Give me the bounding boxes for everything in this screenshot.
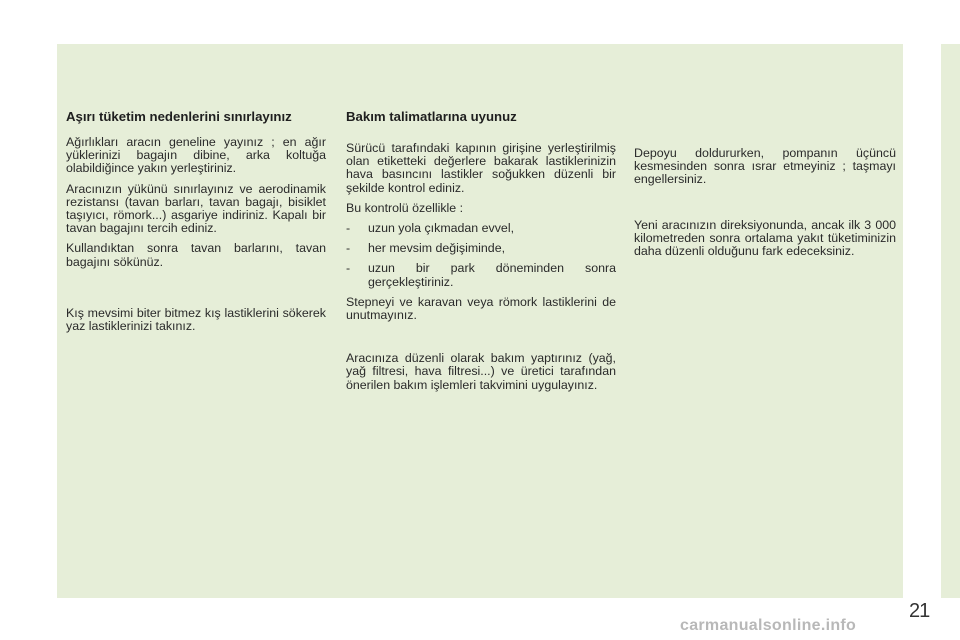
paragraph: Stepneyi ve karavan veya römork lastiklerini de unutmayınız. [346, 294, 616, 323]
left-column [66, 109, 326, 340]
list-item-text: uzun yola çıkmadan evvel, [368, 221, 515, 236]
middle-column [346, 109, 616, 399]
paragraph: Bu kontrolü özellikle : [346, 200, 464, 215]
right-column [634, 147, 896, 265]
list-item [346, 242, 616, 255]
section-heading-maintenance: Bakım talimatlarına uyunuz [346, 109, 517, 124]
paragraph: Aracınıza düzenli olarak bakım yaptırınız (yağ, yağ filtresi, hava filtresi...) ve üretici tarafından önerilen bakım işlemleri takvimini uygulayınız. [346, 351, 616, 392]
side-strip [941, 44, 960, 598]
paragraph: Ağırlıkları aracın geneline yayınız ; en ağır yüklerinizi bagajın dibine, arka koltuğa olabildiğince yakın yerleştiriniz. [66, 135, 326, 176]
paragraph: Depoyu doldururken, pompanın üçüncü kesmesinden sonra ısrar etmeyiniz ; taşmayı engellersiniz. [634, 146, 896, 187]
list-item [346, 262, 616, 288]
list-marker: - [346, 221, 351, 236]
check-list [346, 222, 616, 289]
paragraph: Sürücü tarafındaki kapının girişine yerleştirilmiş olan etiketteki değerlere bakarak lastiklerinizin hava basıncını lastikler soğukken düzenli bir şekilde kontrol ediniz. [346, 141, 616, 195]
page-number: 21 [909, 600, 930, 622]
list-item-text: uzun bir park döneminden sonra gerçekleştiriniz. [368, 261, 616, 289]
watermark: carmanualsonline.info [680, 617, 857, 634]
section-heading-consumption: Aşırı tüketim nedenlerini sınırlayınız [66, 109, 292, 124]
list-marker: - [346, 261, 351, 276]
paragraph: Kış mevsimi biter bitmez kış lastiklerini sökerek yaz lastiklerinizi takınız. [66, 305, 326, 334]
paragraph: Aracınızın yükünü sınırlayınız ve aerodinamik rezistansı (tavan barları, tavan bagajı, bisiklet taşıyıcı, römork...) asgariye indiriniz. Kapalı bir tavan bagajını tercih ediniz. [66, 181, 326, 236]
list-marker: - [346, 241, 351, 256]
paragraph: Yeni aracınızın direksiyonunda, ancak ilk 3 000 kilometreden sonra ortalama yakıt tüketiminizin daha düzenli olduğunu fark edeceksiniz. [634, 217, 896, 259]
list-item-text: her mevsim değişiminde, [368, 241, 506, 256]
paragraph: Kullandıktan sonra tavan barlarını, tavan bagajını sökünüz. [66, 241, 326, 269]
list-item [346, 222, 616, 235]
